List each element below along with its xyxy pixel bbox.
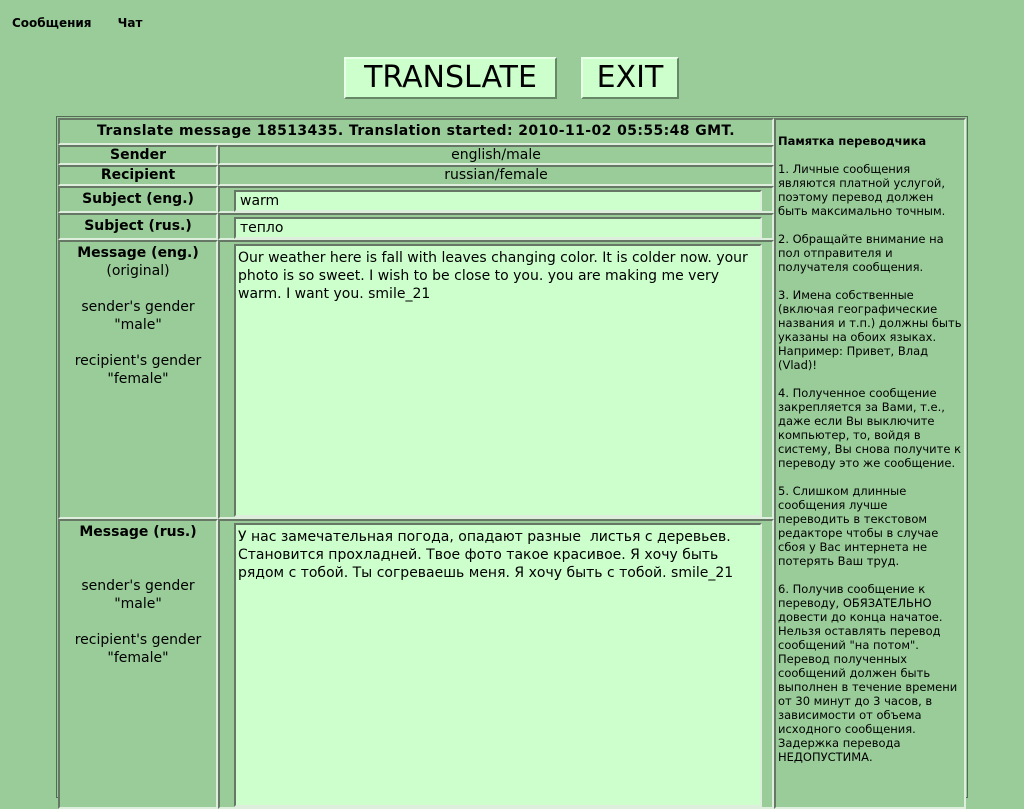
sender-value: english/male [218, 145, 774, 165]
recipient-gender-label: recipient's gender [74, 353, 202, 369]
message-eng-sublabel: (original) [106, 263, 170, 279]
subject-rus-label: Subject (rus.) [58, 213, 218, 240]
translator-memo-sidebar [774, 118, 966, 809]
recipient-value: russian/female [218, 165, 774, 186]
subject-eng-input[interactable] [234, 190, 762, 212]
memo-title: Памятка переводчика [778, 134, 927, 148]
subject-eng-cell [218, 186, 774, 213]
translation-form [56, 116, 968, 798]
memo-item: 1. Личные сообщения являются платной услугой, поэтому перевод должен быть максимально точным. [778, 162, 946, 218]
recipient-gender-value: "female" [107, 371, 169, 387]
nav-chat-link[interactable]: Чат [117, 16, 143, 30]
form-header: Translate message 18513435. Translation started: 2010-11-02 05:55:48 GMT. [58, 118, 774, 145]
recipient-label: Recipient [58, 165, 218, 186]
sender-gender-label: sender's gender [81, 299, 195, 315]
recipient-gender-value: "female" [107, 650, 169, 666]
subject-rus-input[interactable] [234, 217, 762, 239]
message-eng-textarea[interactable] [234, 244, 762, 517]
exit-button[interactable]: EXIT [581, 57, 679, 99]
sender-gender-label: sender's gender [81, 578, 195, 594]
message-eng-cell [218, 240, 774, 519]
sender-label: Sender [58, 145, 218, 165]
nav-messages-link[interactable]: Сообщения [12, 16, 92, 30]
message-rus-label: Message (rus.) [79, 524, 197, 540]
message-rus-cell [218, 519, 774, 809]
message-eng-label: Message (eng.) [77, 245, 199, 261]
top-nav [12, 16, 164, 30]
memo-item: 2. Обращайте внимание на пол отправителя и получателя сообщения. [778, 232, 944, 274]
message-rus-meta [58, 519, 218, 809]
recipient-gender-label: recipient's gender [74, 632, 202, 648]
subject-eng-label: Subject (eng.) [58, 186, 218, 213]
memo-item: 5. Слишком длинные сообщения лучше переводить в текстовом редакторе чтобы в случае сбоя у Вас интернета не потерять Ваш труд. [778, 484, 939, 568]
memo-item: 6. Получив сообщение к переводу, ОБЯЗАТЕЛЬНО довести до конца начатое. Нельзя оставлять перевод сообщений "на потом". Перевод полученных сообщений должен быть выполнен в течение времени от 30 минут до 3 часов, в зависимости от объема исходного сообщения. Задержка перевода НЕДОПУСТИМА. [778, 582, 958, 764]
sender-gender-value: "male" [114, 317, 162, 333]
subject-rus-cell [218, 213, 774, 240]
memo-item: 4. Полученное сообщение закрепляется за Вами, т.е., даже если Вы выключите компьютер, то, войдя в систему, Вы снова получите к переводу это же сообщение. [778, 386, 962, 470]
sender-gender-value: "male" [114, 596, 162, 612]
message-eng-meta [58, 240, 218, 519]
translate-button[interactable]: TRANSLATE [344, 57, 557, 99]
memo-item: 3. Имена собственные (включая географические названия и т.п.) должны быть указаны на обоих языках. Например: Привет, Влад (Vlad)! [778, 288, 962, 372]
message-rus-textarea[interactable] [234, 523, 762, 807]
